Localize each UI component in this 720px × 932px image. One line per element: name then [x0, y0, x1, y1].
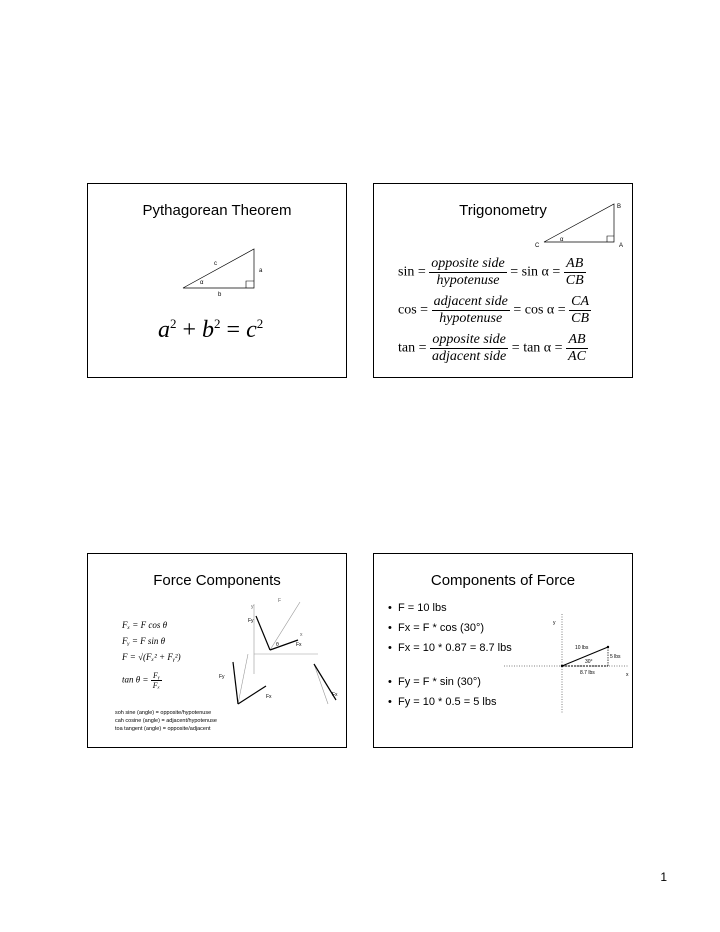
slide-components-of-force — [373, 553, 633, 748]
page-number: 1 — [660, 870, 667, 884]
label-x: x — [626, 672, 629, 678]
right-angle-mark — [246, 281, 254, 288]
label-theta: θ — [276, 642, 279, 648]
label-horizontal: 8.7 lbs — [580, 670, 595, 676]
label-alpha: α — [200, 280, 204, 286]
bullet-item: • F = 10 lbs — [388, 598, 512, 618]
label-C: C — [535, 243, 540, 249]
slide-trigonometry — [373, 183, 633, 378]
legend-line: toa tangent (angle) = opposite/adjacent — [115, 726, 211, 732]
label-y: y — [251, 604, 254, 610]
soh-cah-toa-legend — [115, 709, 217, 733]
label-force: 10 lbs — [575, 645, 589, 651]
triangle — [544, 204, 614, 242]
slide-force-components — [87, 553, 347, 748]
triangle — [183, 249, 254, 288]
eq-f-magnitude: F = √(Fₓ² + Fᵧ²) — [122, 652, 181, 662]
eq-tan: tan θ = $\frac{\text{Fᵧ}}{\text{Fₓ}}$ — [122, 671, 160, 690]
label-B: B — [617, 204, 622, 210]
slide-title: Pythagorean Theorem — [142, 202, 292, 219]
label-x: x — [300, 632, 303, 638]
bullet-item: • Fy = F * sin (30°) — [388, 672, 496, 692]
slide-title: Force Components — [153, 572, 281, 589]
eq-fy: Fᵧ = F sin θ — [122, 636, 166, 646]
pythagorean-equation: $a^2 + b^2 = c^2$ — [158, 316, 264, 343]
label-A: A — [619, 243, 624, 249]
label-angle: 30° — [585, 659, 593, 665]
right-angle-mark — [607, 236, 614, 242]
eq-fx: Fₓ = F cos θ — [122, 620, 168, 630]
label-vertical: 5 lbs — [610, 654, 621, 660]
tan-equation: tan = $\frac{\text{opposite side}}{\text{adjacent side}}$ = tan α = $\frac{AB}{AC}$ — [398, 332, 586, 364]
legend-line: soh sine (angle) = opposite/hypotenuse — [115, 710, 212, 716]
bullet-item: • Fx = F * cos (30°) — [388, 618, 512, 638]
cos-equation: cos = $\frac{\text{adjacent side}}{\text{hypotenuse}}$ = cos α = $\frac{CA}{CB}$ — [398, 294, 590, 326]
bullet-item: • Fy = 10 * 0.5 = 5 lbs — [388, 692, 496, 712]
label-c: c — [214, 261, 217, 267]
label-Fy: Fy — [248, 618, 254, 624]
slide-pythagorean — [87, 183, 347, 378]
right-triangle-diagram — [88, 184, 347, 378]
label-Fx-2: Fx — [266, 694, 272, 700]
label-alpha: α — [560, 237, 564, 243]
legend-line: cah cosine (angle) = adjacent/hypotenuse — [115, 718, 217, 724]
label-Fx-3: Fx — [332, 692, 338, 698]
slide-title: Components of Force — [430, 572, 576, 589]
label-b: b — [218, 292, 222, 298]
bullet-item: • Fx = 10 * 0.87 = 8.7 lbs — [388, 638, 512, 658]
label-Fy-2: Fy — [219, 674, 225, 680]
label-Fx: Fx — [296, 642, 302, 648]
force-components-diagram — [374, 554, 633, 748]
label-F: F — [278, 598, 282, 604]
label-a: a — [259, 268, 263, 274]
sin-equation: sin = $\frac{\text{opposite side}}{\text{hypotenuse}}$ = sin α = $\frac{AB}{CB}$ — [398, 256, 584, 288]
slide-title: Trigonometry — [459, 202, 547, 219]
label-y: y — [553, 620, 556, 626]
